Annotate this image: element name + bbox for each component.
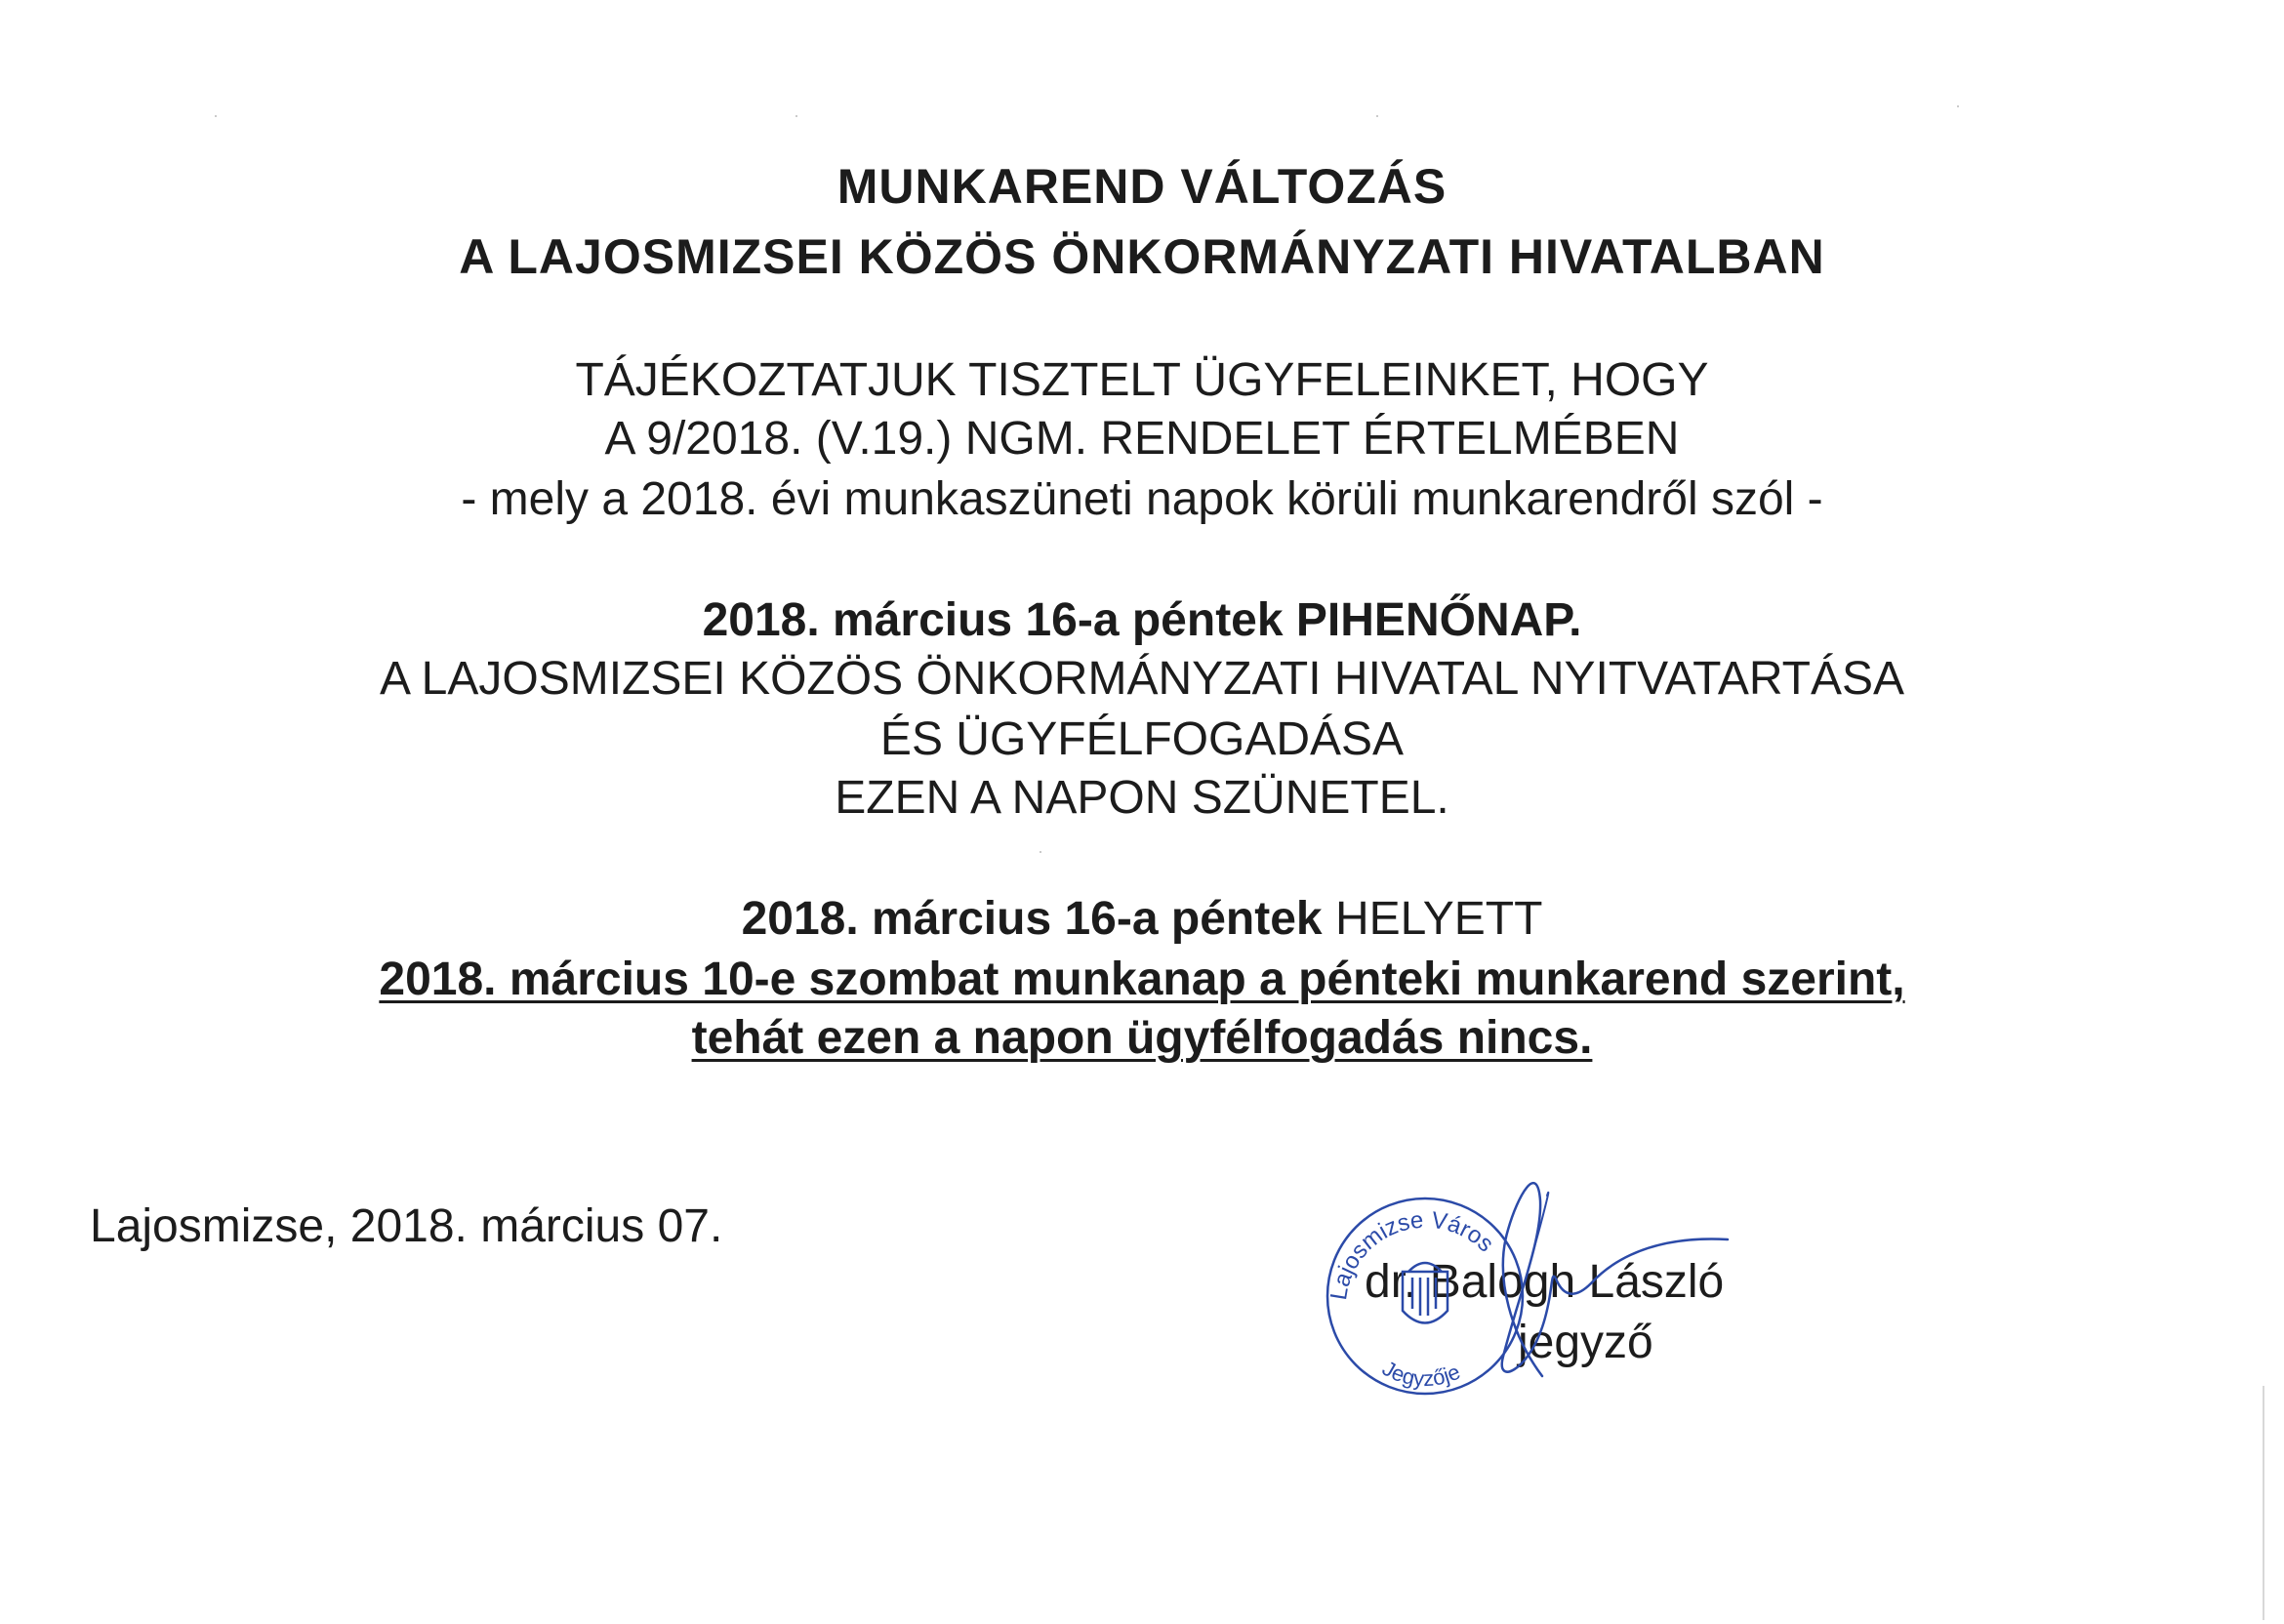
scan-edge bbox=[2263, 1386, 2264, 1620]
instead-line bbox=[0, 893, 2284, 945]
instead-date: 2018. március 16-a péntek bbox=[741, 893, 1323, 945]
scan-speck bbox=[1957, 105, 1959, 107]
workday-line-1: 2018. március 10-e szombat munkanap a pénteki munkarend szerint, bbox=[379, 954, 1905, 1005]
scan-speck bbox=[215, 115, 217, 117]
rest-day-line: 2018. március 16-a péntek PIHENŐNAP. bbox=[702, 594, 1582, 646]
intro-line-2: A 9/2018. (V.19.) NGM. RENDELET ÉRTELMÉBEN bbox=[604, 413, 1680, 465]
place-date: Lajosmizse, 2018. március 07. bbox=[90, 1200, 723, 1252]
scan-speck bbox=[1376, 115, 1378, 117]
signatory-name: dr. Balogh László bbox=[1365, 1256, 1725, 1308]
signatory-title: jegyző bbox=[1518, 1317, 1653, 1368]
scan-speck bbox=[1040, 851, 1041, 853]
handwritten-signature bbox=[1347, 1161, 1757, 1405]
scan-speck bbox=[795, 115, 797, 117]
office-line-3: EZEN A NAPON SZÜNETEL. bbox=[835, 772, 1449, 824]
intro-line-3: - mely a 2018. évi munkaszüneti napok körüli munkarendről szól - bbox=[461, 473, 1823, 525]
workday-line-2: tehát ezen a napon ügyfélfogadás nincs. bbox=[691, 1012, 1593, 1064]
intro-line-1: TÁJÉKOZTATJUK TISZTELT ÜGYFELEINKET, HOGY bbox=[575, 354, 1709, 406]
svg-text:Jegyzője: Jegyzője bbox=[1378, 1356, 1464, 1392]
document-title-line-2: A LAJOSMIZSEI KÖZÖS ÖNKORMÁNYZATI HIVATALBAN bbox=[459, 229, 1825, 284]
office-line-2: ÉS ÜGYFÉLFOGADÁSA bbox=[879, 713, 1405, 765]
instead-word: HELYETT bbox=[1334, 893, 1543, 945]
office-line-1: A LAJOSMIZSEI KÖZÖS ÖNKORMÁNYZATI HIVATAL NYITVATARTÁSA bbox=[379, 653, 1905, 705]
svg-text:Lajosmizse Város: Lajosmizse Város bbox=[1326, 1206, 1499, 1303]
document-title-line-1: MUNKAREND VÁLTOZÁS bbox=[836, 159, 1448, 214]
